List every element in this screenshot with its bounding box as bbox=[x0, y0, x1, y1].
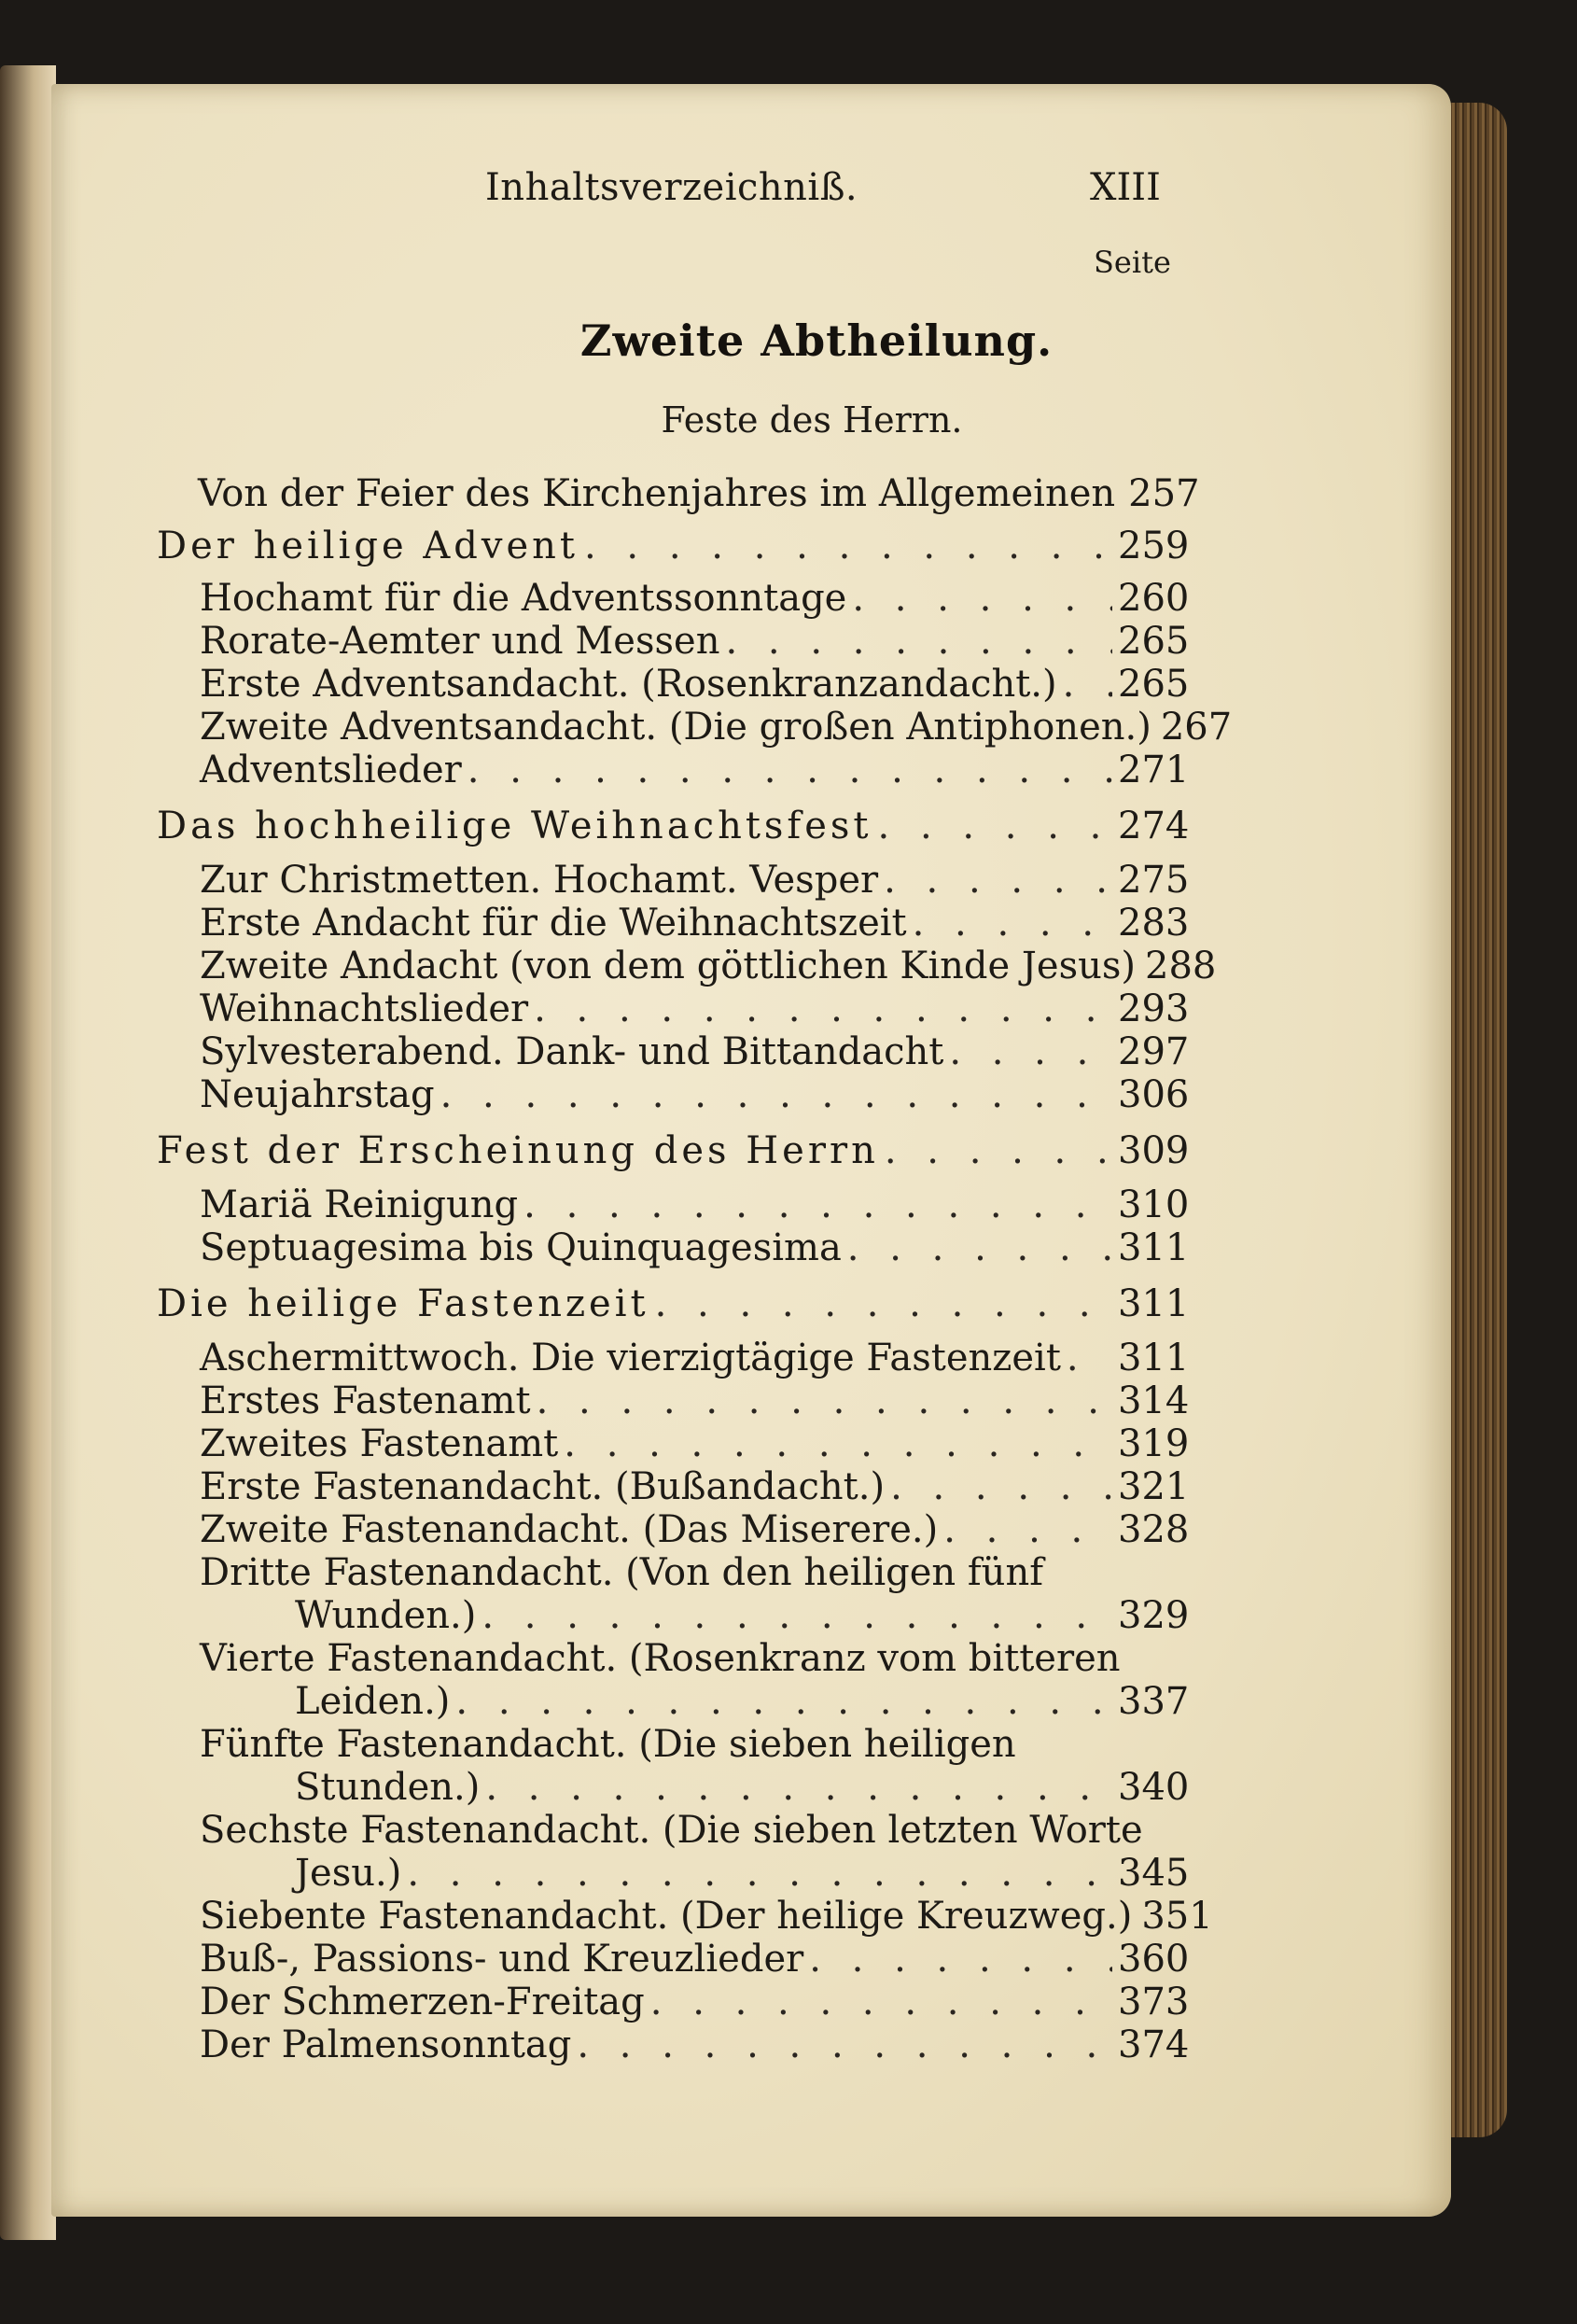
toc-entry-page: 311 bbox=[1118, 1337, 1190, 1379]
toc-entry-page: 374 bbox=[1118, 2023, 1190, 2066]
toc-entry-page: 309 bbox=[1118, 1129, 1190, 1172]
leader-dots bbox=[913, 902, 1112, 945]
leader-dots bbox=[852, 577, 1112, 620]
toc-entry-page: 288 bbox=[1145, 945, 1217, 987]
toc-entry-title: Zweite Adventsandacht. (Die großen Antiphonen.) bbox=[200, 706, 1151, 749]
toc-entry-title: Hochamt für die Adventssonntage bbox=[200, 577, 847, 620]
toc-entry-page: 259 bbox=[1118, 525, 1190, 567]
toc-entry-title: Der Palmensonntag bbox=[200, 2023, 572, 2066]
toc-entry-title: Weihnachtslieder bbox=[200, 987, 529, 1030]
toc-entry bbox=[200, 663, 1190, 706]
toc-entry bbox=[200, 620, 1190, 663]
toc-entry-page: 360 bbox=[1118, 1938, 1190, 1981]
toc-entry-first-line bbox=[200, 1551, 1114, 1594]
toc-entry-page: 271 bbox=[1118, 749, 1190, 791]
leader-dots bbox=[481, 1594, 1112, 1637]
leader-dots bbox=[455, 1680, 1112, 1723]
toc-entry-main bbox=[157, 525, 1190, 567]
toc-entry-main bbox=[157, 1129, 1190, 1172]
toc-entry bbox=[200, 706, 1233, 749]
toc-entry-title: Sechste Fastenandacht. (Die sieben letzten Worte bbox=[200, 1809, 1143, 1852]
toc-entry-title: Der heilige Advent bbox=[157, 525, 579, 567]
toc-entry-page: 293 bbox=[1118, 987, 1190, 1030]
leader-dots bbox=[440, 1073, 1112, 1116]
toc-entry-title: Erste Adventsandacht. (Rosenkranzandacht.) bbox=[200, 663, 1057, 706]
running-header-title: Inhaltsverzeichniß. bbox=[485, 166, 858, 209]
toc-entry-title: Zur Christmetten. Hochamt. Vesper bbox=[200, 859, 879, 902]
toc-entry-title: Buß-, Passions- und Kreuzlieder bbox=[200, 1938, 804, 1981]
leader-dots bbox=[523, 1183, 1112, 1226]
toc-entry-title: Zweites Fastenamt bbox=[200, 1422, 559, 1465]
toc-entry-page: 265 bbox=[1118, 663, 1190, 706]
toc-entry-page: 283 bbox=[1118, 902, 1190, 945]
leader-dots bbox=[485, 1766, 1112, 1809]
toc-entry-page: 257 bbox=[1128, 472, 1200, 515]
toc-entry-title: Aschermittwoch. Die vierzigtägige Fastenzeit bbox=[200, 1337, 1061, 1379]
page-number: XIII bbox=[1090, 166, 1161, 209]
toc-entry-page: 267 bbox=[1160, 706, 1233, 749]
toc-entry bbox=[200, 987, 1190, 1030]
toc-entry-page: 274 bbox=[1118, 805, 1190, 847]
leader-dots bbox=[890, 1465, 1112, 1508]
page-column-label: Seite bbox=[1094, 245, 1171, 280]
toc-entry bbox=[200, 1379, 1190, 1422]
toc-entry-title: Zweite Andacht (von dem göttlichen Kinde Jesus) bbox=[200, 945, 1136, 987]
toc-entry bbox=[200, 1508, 1190, 1551]
leader-dots bbox=[1067, 1337, 1112, 1379]
toc-entry-page: 319 bbox=[1118, 1422, 1190, 1465]
toc-entry-page: 345 bbox=[1118, 1852, 1190, 1895]
toc-entry-title: Erstes Fastenamt bbox=[200, 1379, 531, 1422]
toc-entry-page: 275 bbox=[1118, 859, 1190, 902]
toc-entry-title: Mariä Reinigung bbox=[200, 1183, 519, 1226]
toc-entry-title: Dritte Fastenandacht. (Von den heiligen fünf bbox=[200, 1551, 1044, 1594]
toc-entry-title: Vierte Fastenandacht. (Rosenkranz vom bitteren bbox=[200, 1637, 1121, 1680]
toc-entry-page: 337 bbox=[1118, 1680, 1190, 1723]
leader-dots bbox=[725, 620, 1112, 663]
toc-entry bbox=[200, 1422, 1190, 1465]
toc-entry bbox=[200, 1938, 1190, 1981]
leader-dots bbox=[878, 805, 1112, 847]
toc-entry-title-cont: Wunden.) bbox=[295, 1594, 477, 1637]
toc-entry-continuation bbox=[295, 1594, 1190, 1637]
toc-entry-title: Das hochheilige Weihnachtsfest bbox=[157, 805, 872, 847]
toc-entry bbox=[200, 1183, 1190, 1226]
toc-entry-title: Siebente Fastenandacht. (Der heilige Kreuzweg.) bbox=[200, 1895, 1133, 1938]
toc-entry-page: 340 bbox=[1118, 1766, 1190, 1809]
toc-entry-continuation bbox=[295, 1680, 1190, 1723]
toc-entry-title: Rorate-Aemter und Messen bbox=[200, 620, 720, 663]
leader-dots bbox=[885, 1129, 1112, 1172]
toc-entry bbox=[200, 1465, 1190, 1508]
toc-entry-first-line bbox=[200, 1809, 1143, 1852]
leader-dots bbox=[564, 1422, 1112, 1465]
toc-entry-page: 311 bbox=[1118, 1226, 1190, 1269]
toc-entry-page: 306 bbox=[1118, 1073, 1190, 1116]
toc-entry-page: 373 bbox=[1118, 1981, 1190, 2023]
toc-entry bbox=[200, 902, 1190, 945]
toc-entry bbox=[200, 1073, 1190, 1116]
toc-entry-page: 311 bbox=[1118, 1282, 1190, 1325]
toc-entry-continuation bbox=[295, 1852, 1190, 1895]
toc-entry-title: Die heilige Fastenzeit bbox=[157, 1282, 649, 1325]
leader-dots bbox=[1063, 663, 1112, 706]
toc-entry bbox=[200, 859, 1190, 902]
toc-entry-page: 297 bbox=[1118, 1030, 1190, 1073]
toc-entry-page: 329 bbox=[1118, 1594, 1190, 1637]
toc-entry-first-line bbox=[200, 1637, 1121, 1680]
section-heading: Zweite Abtheilung. bbox=[579, 315, 1054, 366]
toc-entry bbox=[200, 945, 1217, 987]
toc-entry-title: Der Schmerzen-Freitag bbox=[200, 1981, 645, 2023]
toc-entry-title-cont: Leiden.) bbox=[295, 1680, 451, 1723]
toc-entry bbox=[200, 2023, 1190, 2066]
toc-entry bbox=[200, 1226, 1190, 1269]
toc-entry-page: 328 bbox=[1118, 1508, 1190, 1551]
toc-entry-page: 314 bbox=[1118, 1379, 1190, 1422]
toc-entry-main bbox=[157, 1282, 1190, 1325]
leader-dots bbox=[407, 1852, 1112, 1895]
toc-entry bbox=[198, 472, 1200, 515]
toc-entry-title: Fest der Erscheinung des Herrn bbox=[157, 1129, 879, 1172]
toc-entry-title: Sylvesterabend. Dank- und Bittandacht bbox=[200, 1030, 944, 1073]
toc-entry-page: 260 bbox=[1118, 577, 1190, 620]
toc-entry-title: Von der Feier des Kirchenjahres im Allgemeinen bbox=[198, 472, 1116, 515]
toc-entry-page: 351 bbox=[1141, 1895, 1213, 1938]
leader-dots bbox=[949, 1030, 1112, 1073]
leader-dots bbox=[468, 749, 1112, 791]
leader-dots bbox=[534, 987, 1112, 1030]
leader-dots bbox=[537, 1379, 1112, 1422]
toc-entry-title: Zweite Fastenandacht. (Das Miserere.) bbox=[200, 1508, 939, 1551]
toc-entry-continuation bbox=[295, 1766, 1190, 1809]
toc-entry-title: Neujahrstag bbox=[200, 1073, 435, 1116]
toc-entry bbox=[200, 1030, 1190, 1073]
leader-dots bbox=[584, 525, 1112, 567]
toc-entry-title: Erste Andacht für die Weihnachtszeit bbox=[200, 902, 907, 945]
toc-entry bbox=[200, 1981, 1190, 2023]
toc-entry bbox=[200, 1895, 1213, 1938]
toc-entry-title: Septuagesima bis Quinquagesima bbox=[200, 1226, 842, 1269]
toc-entry-page: 265 bbox=[1118, 620, 1190, 663]
toc-entry-title-cont: Stunden.) bbox=[295, 1766, 481, 1809]
leader-dots bbox=[884, 859, 1112, 902]
subsection-heading: Feste des Herrn. bbox=[661, 399, 963, 441]
leader-dots bbox=[577, 2023, 1112, 2066]
toc-entry bbox=[200, 749, 1190, 791]
toc-entry-page: 321 bbox=[1118, 1465, 1190, 1508]
toc-entry-title-cont: Jesu.) bbox=[295, 1852, 402, 1895]
toc-entry bbox=[200, 1337, 1190, 1379]
toc-entry-title: Erste Fastenandacht. (Bußandacht.) bbox=[200, 1465, 886, 1508]
leader-dots bbox=[809, 1938, 1112, 1981]
toc-entry bbox=[200, 577, 1190, 620]
toc-entry-first-line bbox=[200, 1723, 1114, 1766]
toc-entry-main bbox=[157, 805, 1190, 847]
leader-dots bbox=[650, 1981, 1112, 2023]
toc-entry-title: Fünfte Fastenandacht. (Die sieben heiligen bbox=[200, 1723, 1016, 1766]
leader-dots bbox=[847, 1226, 1112, 1269]
toc-entry-page: 310 bbox=[1118, 1183, 1190, 1226]
toc-entry-title: Adventslieder bbox=[200, 749, 462, 791]
leader-dots bbox=[655, 1282, 1112, 1325]
leader-dots bbox=[943, 1508, 1112, 1551]
